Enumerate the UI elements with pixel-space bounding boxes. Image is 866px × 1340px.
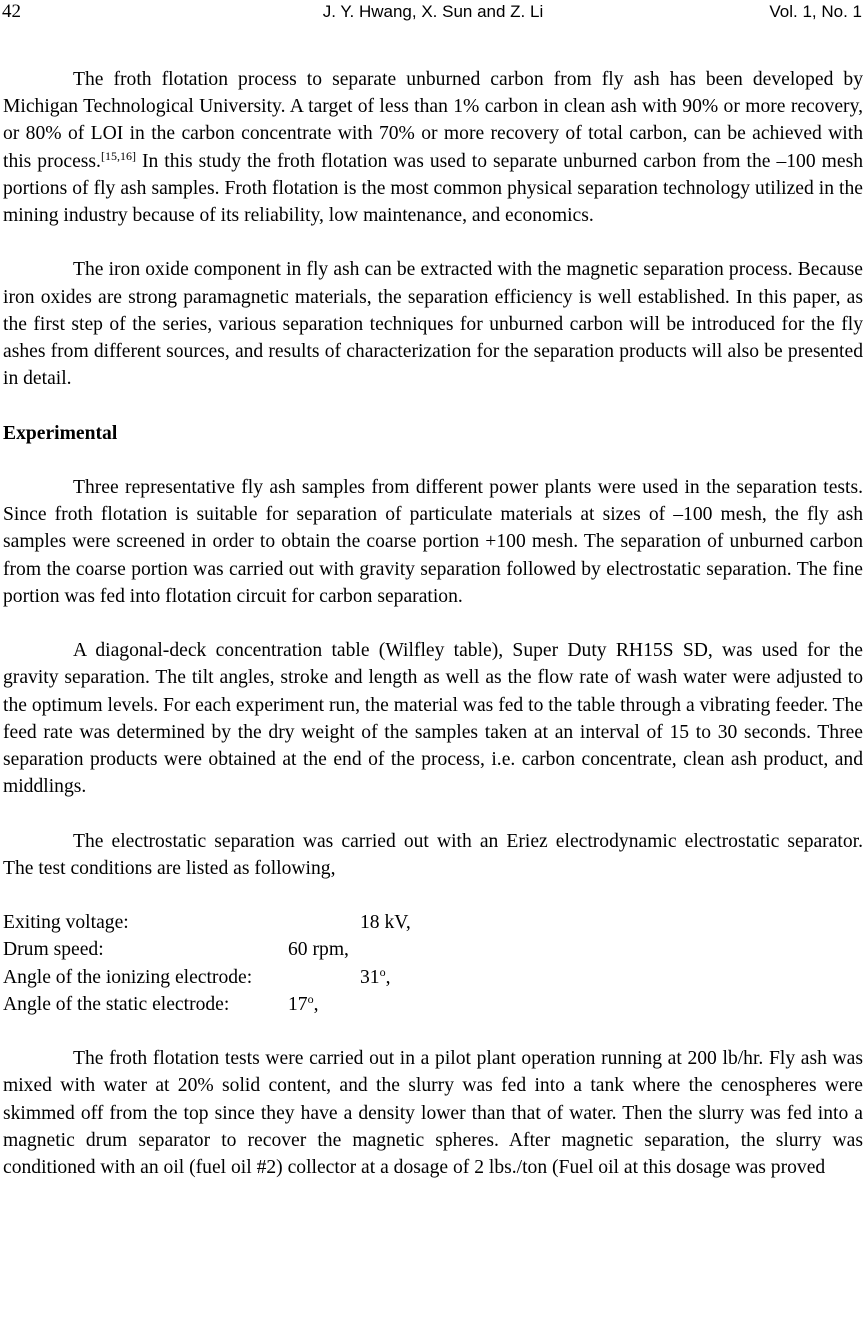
condition-value: 60 rpm, xyxy=(288,939,349,961)
paragraph-froth-flotation-intro xyxy=(3,66,863,229)
page-number: 42 xyxy=(2,1,21,22)
condition-row xyxy=(3,936,863,963)
condition-row xyxy=(3,909,863,936)
condition-value xyxy=(288,991,319,1018)
paragraph-samples: Three representative fly ash samples from different power plants were used in the separation tests. Since froth flotation is suitable for separation of particulate materials at sizes of –100 mesh, the fly ash samples were screened in order to obtain the coarse portion +100 mesh. The separation of unburned carbon from the coarse portion was carried out with gravity separation followed by electrostatic separation. The fine portion was fed into flotation circuit for carbon separation. xyxy=(3,477,863,607)
condition-row xyxy=(3,991,863,1018)
degree-mark: o xyxy=(307,991,314,1006)
body-text xyxy=(3,66,863,1181)
paragraph-electrostatic: The electrostatic separation was carried out with an Eriez electrodynamic electrostatic separator. The test conditions are listed as following, xyxy=(3,830,863,879)
condition-label: Drum speed: xyxy=(3,939,104,961)
condition-label: Angle of the ionizing electrode: xyxy=(3,966,253,988)
degree-mark: o xyxy=(379,964,386,979)
condition-value xyxy=(360,964,391,991)
citation: [15,16] xyxy=(100,148,136,163)
section-heading: Experimental xyxy=(3,422,118,444)
paragraph-froth-flotation-tests: The froth flotation tests were carried out in a pilot plant operation running at 200 lb/hr. Fly ash was mixed with water at 20% solid content, and the slurry was fed into a tank where the cenospheres were skimmed off from the top since they have a density lower than that of water. Then the slurry was fed into a magnetic drum separator to recover the magnetic spheres. After magnetic separation, the slurry was conditioned with an oil (fuel oil #2) collector at a dosage of 2 lbs./ton (Fuel oil at this dosage was proved xyxy=(3,1048,863,1178)
condition-label: Exiting voltage: xyxy=(3,912,129,934)
condition-number: 17 xyxy=(288,993,308,1015)
running-header xyxy=(0,0,866,26)
condition-label: Angle of the static electrode: xyxy=(3,993,230,1015)
condition-punct: , xyxy=(313,993,319,1015)
paragraph-text: The froth flotation process to separate unburned carbon from fly ash has been developed by Michigan Technological University. A target of less than 1% carbon in clean ash with 90% or more recovery, or 80% of LOI in the carbon concentrate with 70% or more recovery of total carbon, can be achieved with this process. xyxy=(3,69,863,172)
condition-number: 31 xyxy=(360,966,380,988)
running-authors: J. Y. Hwang, X. Sun and Z. Li xyxy=(322,2,544,21)
paragraph-text: In this study the froth flotation was used to separate unburned carbon from the –100 mesh portions of fly ash samples. Froth flotation is the most common physical separation technology utilized in the mining industry because of its reliability, low maintenance, and economics. xyxy=(3,150,863,227)
condition-punct: , xyxy=(385,966,391,988)
paragraph-gravity-separation: A diagonal-deck concentration table (Wilfley table), Super Duty RH15S SD, was used for the gravity separation. The tilt angles, stroke and length as well as the flow rate of wash water were adjusted to the optimum levels. For each experiment run, the material was fed to the table through a vibrating feeder. The feed rate was determined by the dry weight of the samples taken at an interval of 15 to 30 seconds. Three separation products were obtained at the end of the process, i.e. carbon concentrate, clean ash product, and middlings. xyxy=(3,640,863,798)
condition-value: 18 kV, xyxy=(360,912,411,934)
volume-info: Vol. 1, No. 1 xyxy=(769,2,862,21)
condition-row xyxy=(3,964,863,991)
paragraph-magnetic-separation: The iron oxide component in fly ash can be extracted with the magnetic separation process. Because iron oxides are strong paramagnetic materials, the separation efficiency is well established. In this paper, as the first step of the series, various separation techniques for unburned carbon will be introduced for the fly ashes from different sources, and results of characterization for the separation products will also be presented in detail. xyxy=(3,259,863,390)
